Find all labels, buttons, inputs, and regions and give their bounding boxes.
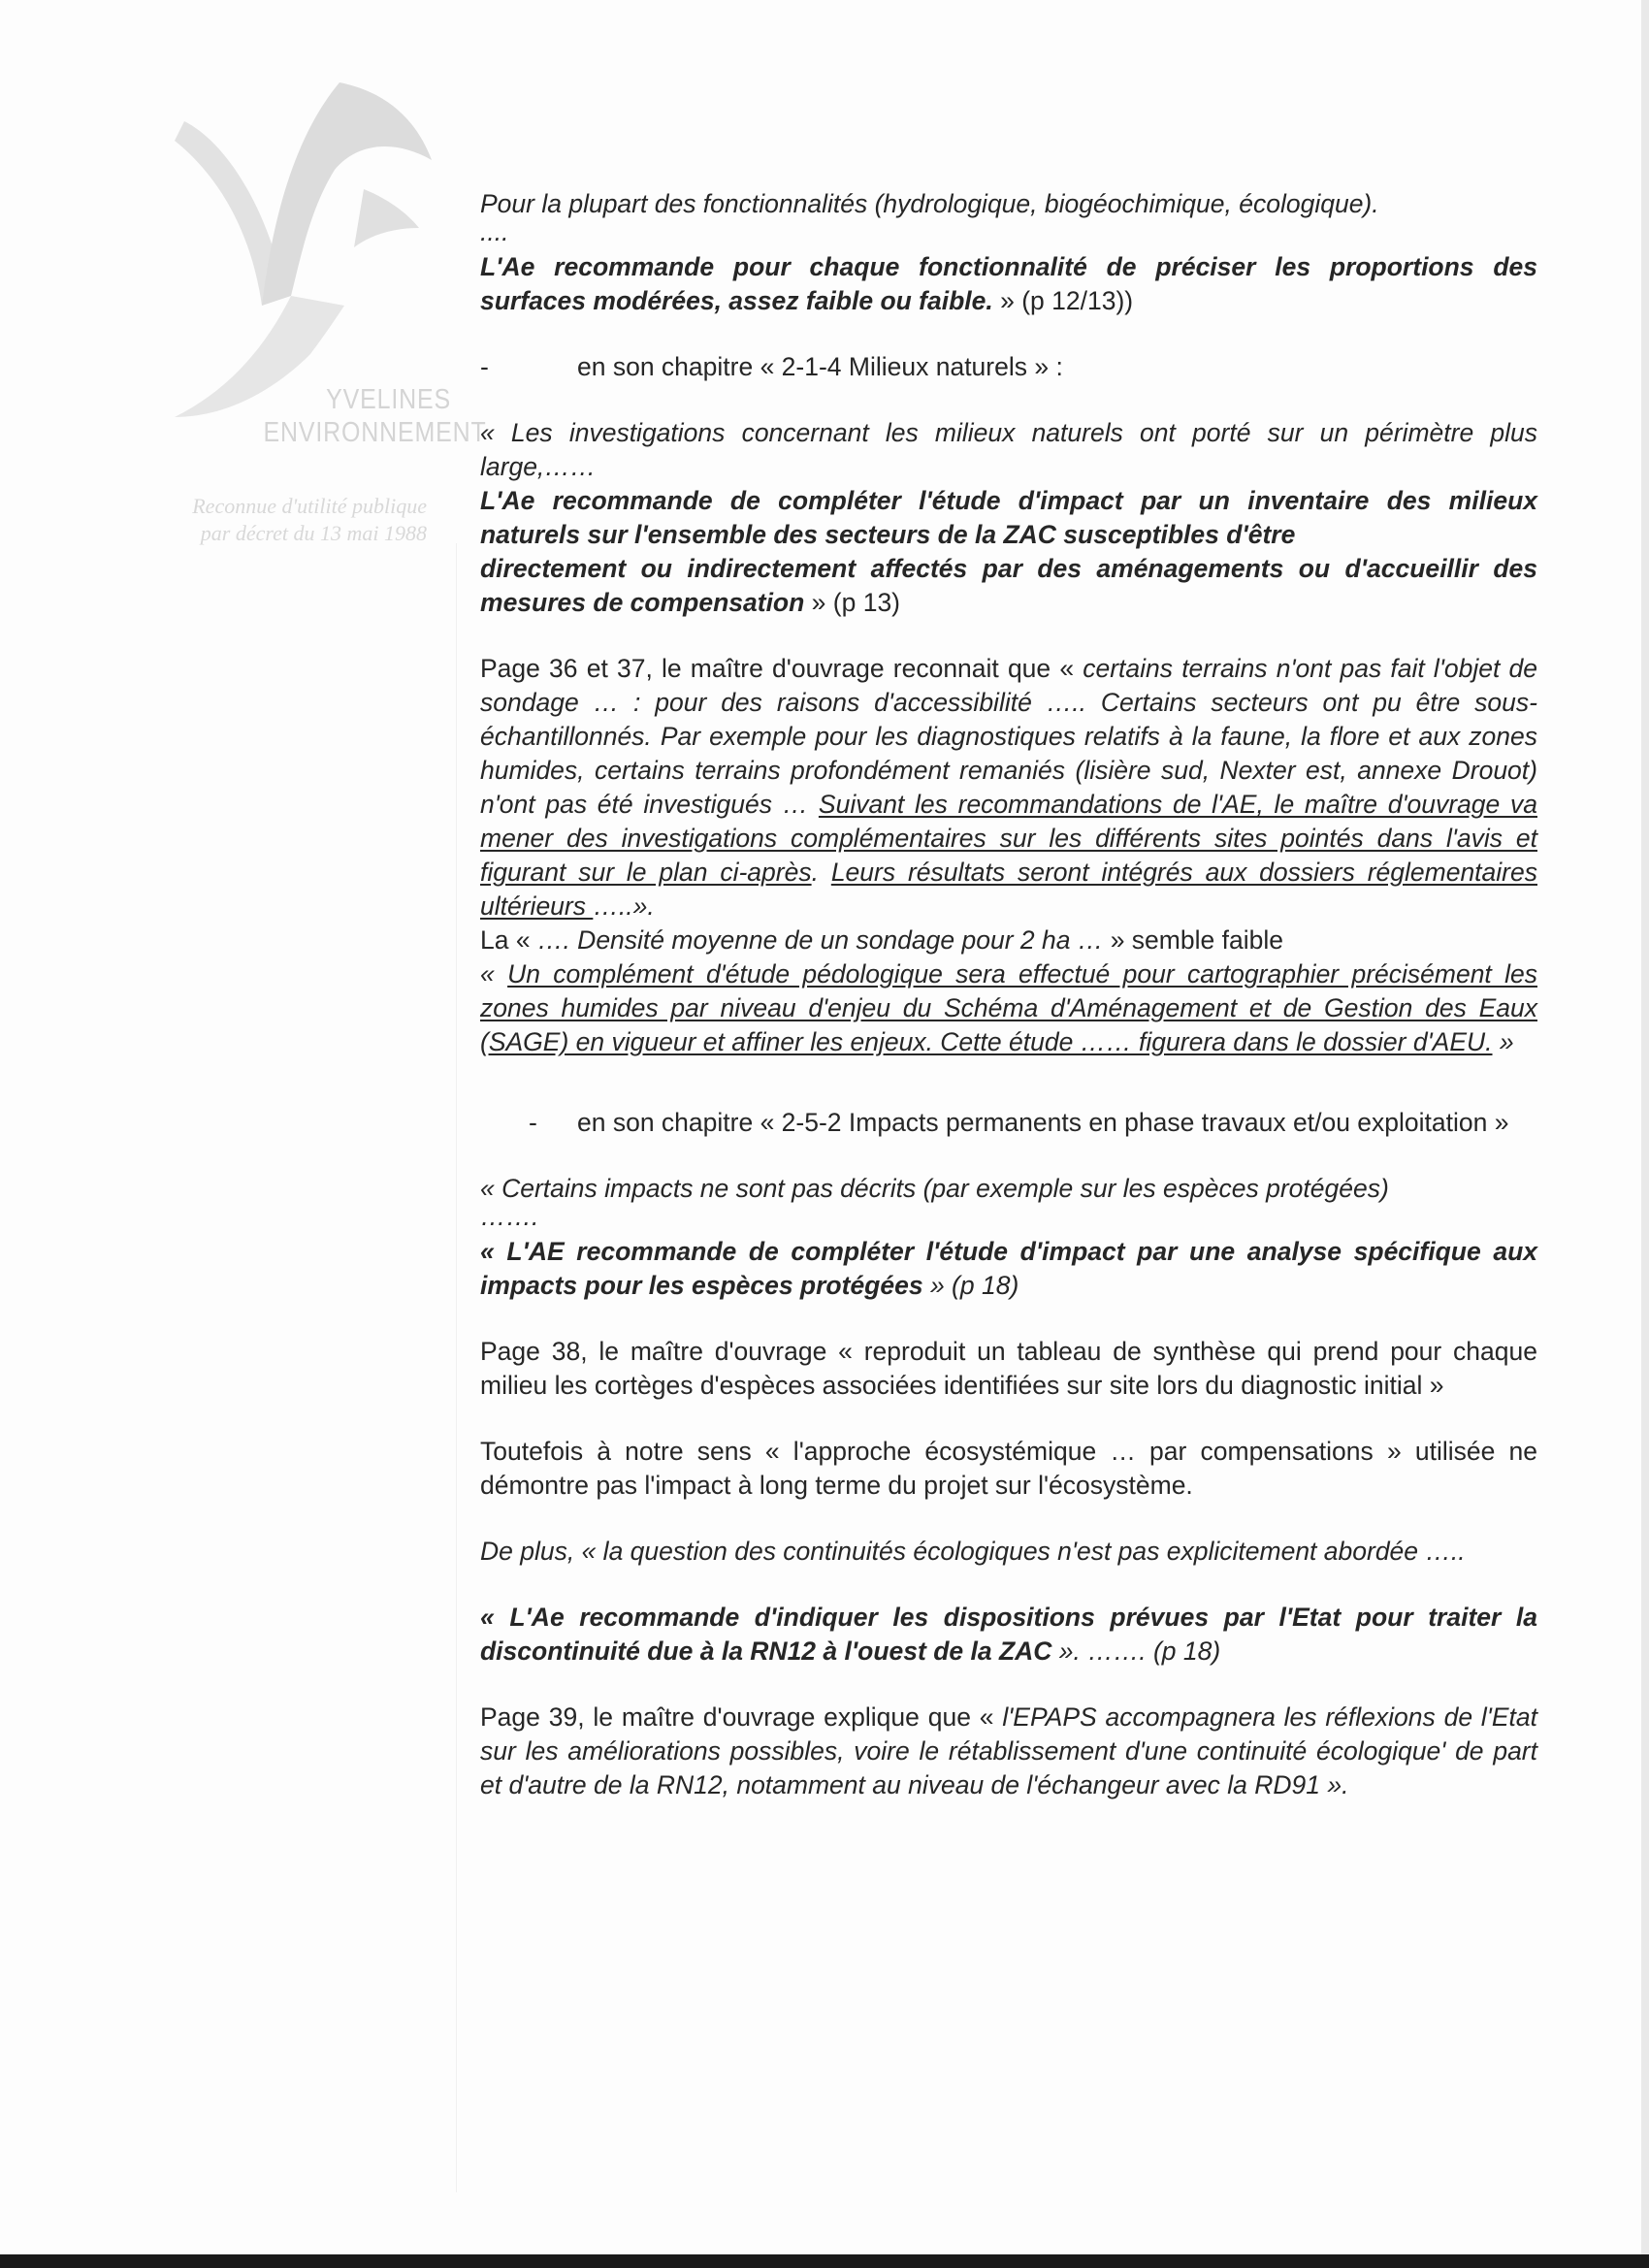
- paragraph-densite: [480, 923, 1537, 957]
- bullet-dash: -: [480, 352, 489, 381]
- paragraph-ae-recommendation-especes: [480, 1235, 1537, 1303]
- paragraph-ae-recommendation-rn12: [480, 1601, 1537, 1669]
- quote-bold: L'Ae recommande pour chaque fonctionnalité de préciser les proportions des surfaces modérées, assez faible ou faible.: [480, 252, 1537, 315]
- quote-open: «: [480, 959, 508, 988]
- page-reference: ». ……. (p 18): [1051, 1636, 1221, 1666]
- bullet-dash: -: [529, 1108, 537, 1137]
- ellipsis-line: …….: [480, 1202, 539, 1231]
- paragraph-ae-recommendation-1: [480, 250, 1537, 318]
- bullet-text: en son chapitre « 2-5-2 Impacts permanents en phase travaux et/ou exploitation »: [577, 1108, 1509, 1137]
- text-lead: La «: [480, 925, 537, 955]
- paragraph-pedologie: [480, 957, 1537, 1059]
- bullet-chapter-2-1-4: [480, 350, 1537, 384]
- quote-underlined-a: Suivant les recommandations de l'AE, le maître d'ouvrage va mener des investigations complémentaires sur les différents sites pointés dans l'avis et figurant sur le plan ci-après: [480, 790, 1537, 887]
- letter-body: [480, 187, 1537, 1802]
- text-tail: » semble faible: [1103, 925, 1283, 955]
- paragraph-certains-impacts: « Certains impacts ne sont pas décrits (par exemple sur les espèces protégées): [480, 1174, 1389, 1203]
- quote-end: …..».: [593, 891, 655, 921]
- quote-italic: certains terrains n'ont pas fait l'objet de sondage … : pour des raisons d'accessibilité ….. Certains secteurs ont pu être sous-échantillonnés. Par exemple pour les diagnostiques relatifs à la faune, la flore et aux zones humides, certains terrains profondément remaniés (lisière sud, Nexter est, annexe Drouot) n'ont pas été investigués …: [480, 654, 1537, 819]
- quote-underlined: Un complément d'étude pédologique sera effectué pour cartographier précisément les zones humides par niveau d'enjeu du Schéma d'Aménagement et de Gestion des Eaux (SAGE) en vigueur et affiner les enjeux. Cette étude …… figurera dans le dossier d'AEU.: [480, 959, 1537, 1056]
- paragraph-page-39: [480, 1701, 1537, 1802]
- text-lead: Page 39, le maître d'ouvrage explique que «: [480, 1702, 1003, 1732]
- quote-period: .: [811, 858, 831, 887]
- page-reference: » (p 18): [922, 1271, 1019, 1300]
- page-reference: » (p 13): [804, 588, 901, 617]
- quote-bold: « L'Ae recommande d'indiquer les dispositions prévues par l'Etat pour traiter la discontinuité due à la RN12 à l'ouest de la ZAC: [480, 1603, 1537, 1666]
- scan-edge-bottom: [0, 2254, 1649, 2268]
- quote-close: »: [1492, 1027, 1514, 1056]
- margin-shadow: [456, 543, 457, 2192]
- organization-name: [263, 383, 487, 449]
- paragraph-page-38: Page 38, le maître d'ouvrage « reproduit un tableau de synthèse qui prend pour chaque milieu les cortèges d'espèces associées identifiées sur site lors du diagnostic initial »: [480, 1337, 1537, 1400]
- quote-italic: l'EPAPS accompagnera les réflexions de l'Etat sur les améliorations possibles, voire le rétablissement d'une continuité écologique' de part et d'autre de la RN12, notamment au niveau de l'échangeur avec la RD91 ».: [480, 1702, 1537, 1799]
- org-name-line-2: ENVIRONNEMENT: [263, 417, 487, 448]
- paragraph-functionalities: Pour la plupart des fonctionnalités (hydrologique, biogéochimique, écologique).: [480, 189, 1379, 218]
- letterhead-sidebar: [0, 0, 487, 2268]
- paragraph-milieux-naturels: [480, 416, 1537, 620]
- paragraph-continuites: De plus, « la question des continuités écologiques n'est pas explicitement abordée …..: [480, 1537, 1466, 1566]
- recognition-line-2: par décret du 13 mai 1988: [200, 521, 427, 545]
- bullet-text-first: [558, 1106, 573, 1140]
- recognition-note: [58, 493, 427, 547]
- quote-underlined-b: Leurs résultats seront intégrés aux dossiers réglementaires ultérieurs: [480, 858, 1537, 921]
- quote-bold-b: directement ou indirectement affectés par des aménagements ou d'accueillir des mesures de compensation: [480, 554, 1537, 617]
- quote-italic: « Les investigations concernant les milieux naturels ont porté sur un périmètre plus large,……: [480, 418, 1537, 481]
- scan-edge-right: [1641, 0, 1649, 2268]
- text-lead: Page 36 et 37, le maître d'ouvrage reconnait que «: [480, 654, 1083, 683]
- quote-bold-a: L'Ae recommande de compléter l'étude d'impact par un inventaire des milieux naturels sur l'ensemble des secteurs de la ZAC susceptibles d'être: [480, 486, 1537, 549]
- quote-bold: « L'AE recommande de compléter l'étude d'impact par une analyse spécifique aux impacts pour les espèces protégées: [480, 1237, 1537, 1300]
- page-reference: » (p 12/13)): [992, 286, 1134, 315]
- recognition-line-1: Reconnue d'utilité publique: [192, 494, 427, 518]
- paragraph-page-36-37: [480, 652, 1537, 923]
- ellipsis-line: ....: [480, 217, 509, 246]
- org-name-line-1: YVELINES: [326, 384, 451, 415]
- paragraph-toutefois: Toutefois à notre sens « l'approche écosystémique … par compensations » utilisée ne démontre pas l'impact à long terme du projet sur l'écosystème.: [480, 1437, 1537, 1500]
- bullet-text: en son chapitre « 2-1-4 Milieux naturels » :: [577, 352, 1063, 381]
- quote-italic: …. Densité moyenne de un sondage pour 2 ha …: [536, 925, 1104, 955]
